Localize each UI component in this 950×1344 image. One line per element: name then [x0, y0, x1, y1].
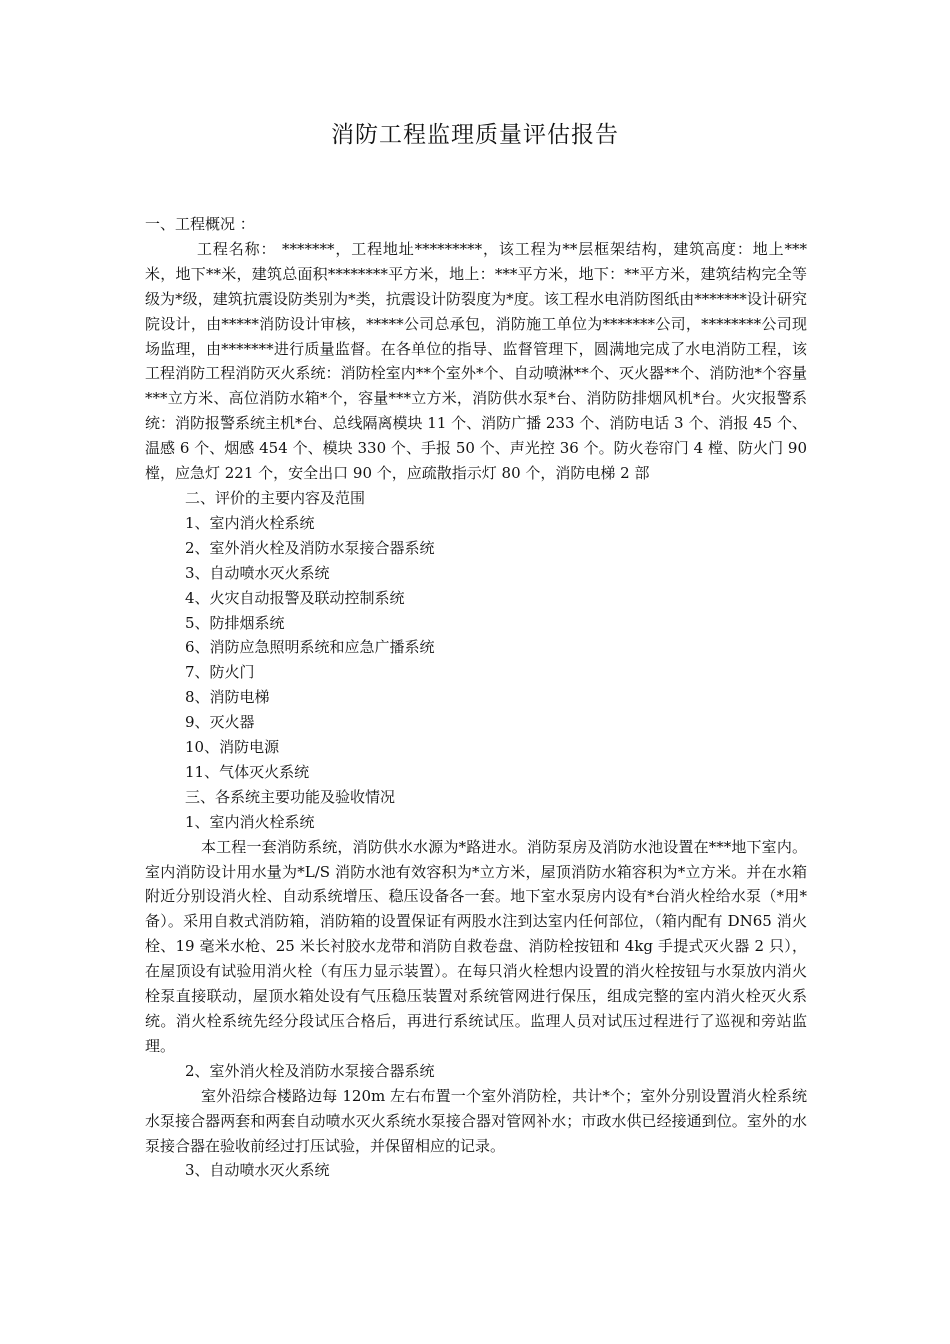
- indoor-hydrant-paragraph: 本工程一套消防系统，消防供水水源为*路进水。消防泵房及消防水池设置在***地下室内。室内消防设计用水量为*L/S 消防水池有效容积为*立方米，屋顶消防水箱容积为*立方米。并在水箱附近分别设消火栓、自动系统增压、稳压设备各一套。地下室水泵房内设有*台消火栓给水泵（*用*备）。采用自救式消防箱，消防箱的设置保证有两股水注到达室内任何部位，（箱内配有 DN65 消火栓、19 毫米水枪、25 米长衬胶水龙带和消防自救卷盘、消防栓按钮和 4kg 手提式灭火器 2 只），在屋顶设有试验用消火栓（有压力显示装置）。在每只消火栓想内设置的消火栓按钮与水泵放内消火栓泵直接联动，屋顶水箱处设有气压稳压装置对系统管网进行保压，组成完整的室内消火栓灭火系统。消火栓系统先经分段试压合格后，再进行系统试压。监理人员对试压过程进行了巡视和旁站监理。: [145, 837, 807, 1055]
- scope-list-item: 8、消防电梯: [185, 688, 270, 707]
- scope-list-item: 1、室内消火栓系统: [185, 513, 315, 532]
- scope-list-item: 6、消防应急照明系统和应急广播系统: [185, 638, 435, 657]
- scope-list-item: 9、灭火器: [185, 713, 255, 732]
- section-heading-scope: 二、评价的主要内容及范围: [185, 488, 366, 507]
- section-heading-overview: 一、工程概况 ：: [145, 215, 255, 233]
- overview-paragraph: 工程名称： *******，工程地址*********，该工程为**层框架结构，建筑高度：地上***米，地下**米，建筑总面积********平方米，地上：***平方米，地下：**平方米，建筑结构完全等级为*级，建筑抗震设防类别为*类，抗震设计防裂度为*度。该工程水电消防图纸由*******设计研究院设计，由*****消防设计审核，*****公司总承包，消防施工单位为*******公司，********公司现场监理，由*******进行质量监督。在各单位的指导、监督管理下，圆满地完成了水电消防工程，该工程消防工程消防灭火系统：消防栓室内**个室外*个、自动喷淋**个、灭火器**个、消防池*个容量***立方米、高位消防水箱*个，容量***立方米，消防供水泵*台、消防防排烟风机*台。火灾报警系统：消防报警系统主机*台、总线隔离模块 11 个、消防广播 233 个、消防电话 3 个、消报 45 个、温感 6 个、烟感 454 个、模块 330 个、手报 50 个、声光控 36 个。防火卷帘门 4 樘、防火门 90 樘，应急灯 221 个，安全出口 90 个，应疏散指示灯 80 个，消防电梯 2 部: [145, 239, 807, 483]
- subsection-heading-outdoor-hydrant: 2、室外消火栓及消防水泵接合器系统: [185, 1061, 435, 1080]
- outdoor-hydrant-paragraph: 室外沿综合楼路边每 120m 左右布置一个室外消防栓，共计*个；室外分别设置消火栓系统水泵接合器两套和两套自动喷水灭火系统水泵接合器对管网补水；市政水供已经接通到位。室外的水泵接合器在验收前经过打压试验，并保留相应的记录。: [145, 1086, 807, 1155]
- subsection-heading-indoor-hydrant: 1、室内消火栓系统: [185, 812, 315, 831]
- scope-list-item: 7、防火门: [185, 663, 255, 682]
- scope-list-item: 10、消防电源: [185, 738, 280, 757]
- scope-list-item: 4、火灾自动报警及联动控制系统: [185, 588, 405, 607]
- document-body: [145, 212, 807, 1183]
- document-title: 消防工程监理质量评估报告: [331, 122, 619, 148]
- scope-list-item: 2、室外消火栓及消防水泵接合器系统: [185, 538, 435, 557]
- subsection-heading-sprinkler: 3、自动喷水灭火系统: [185, 1161, 330, 1180]
- scope-list-item: 5、防排烟系统: [185, 613, 285, 632]
- scope-list-item: 3、自动喷水灭火系统: [185, 563, 330, 582]
- scope-list-item: 11、气体灭火系统: [185, 762, 310, 781]
- section-heading-acceptance: 三、各系统主要功能及验收情况: [185, 787, 396, 806]
